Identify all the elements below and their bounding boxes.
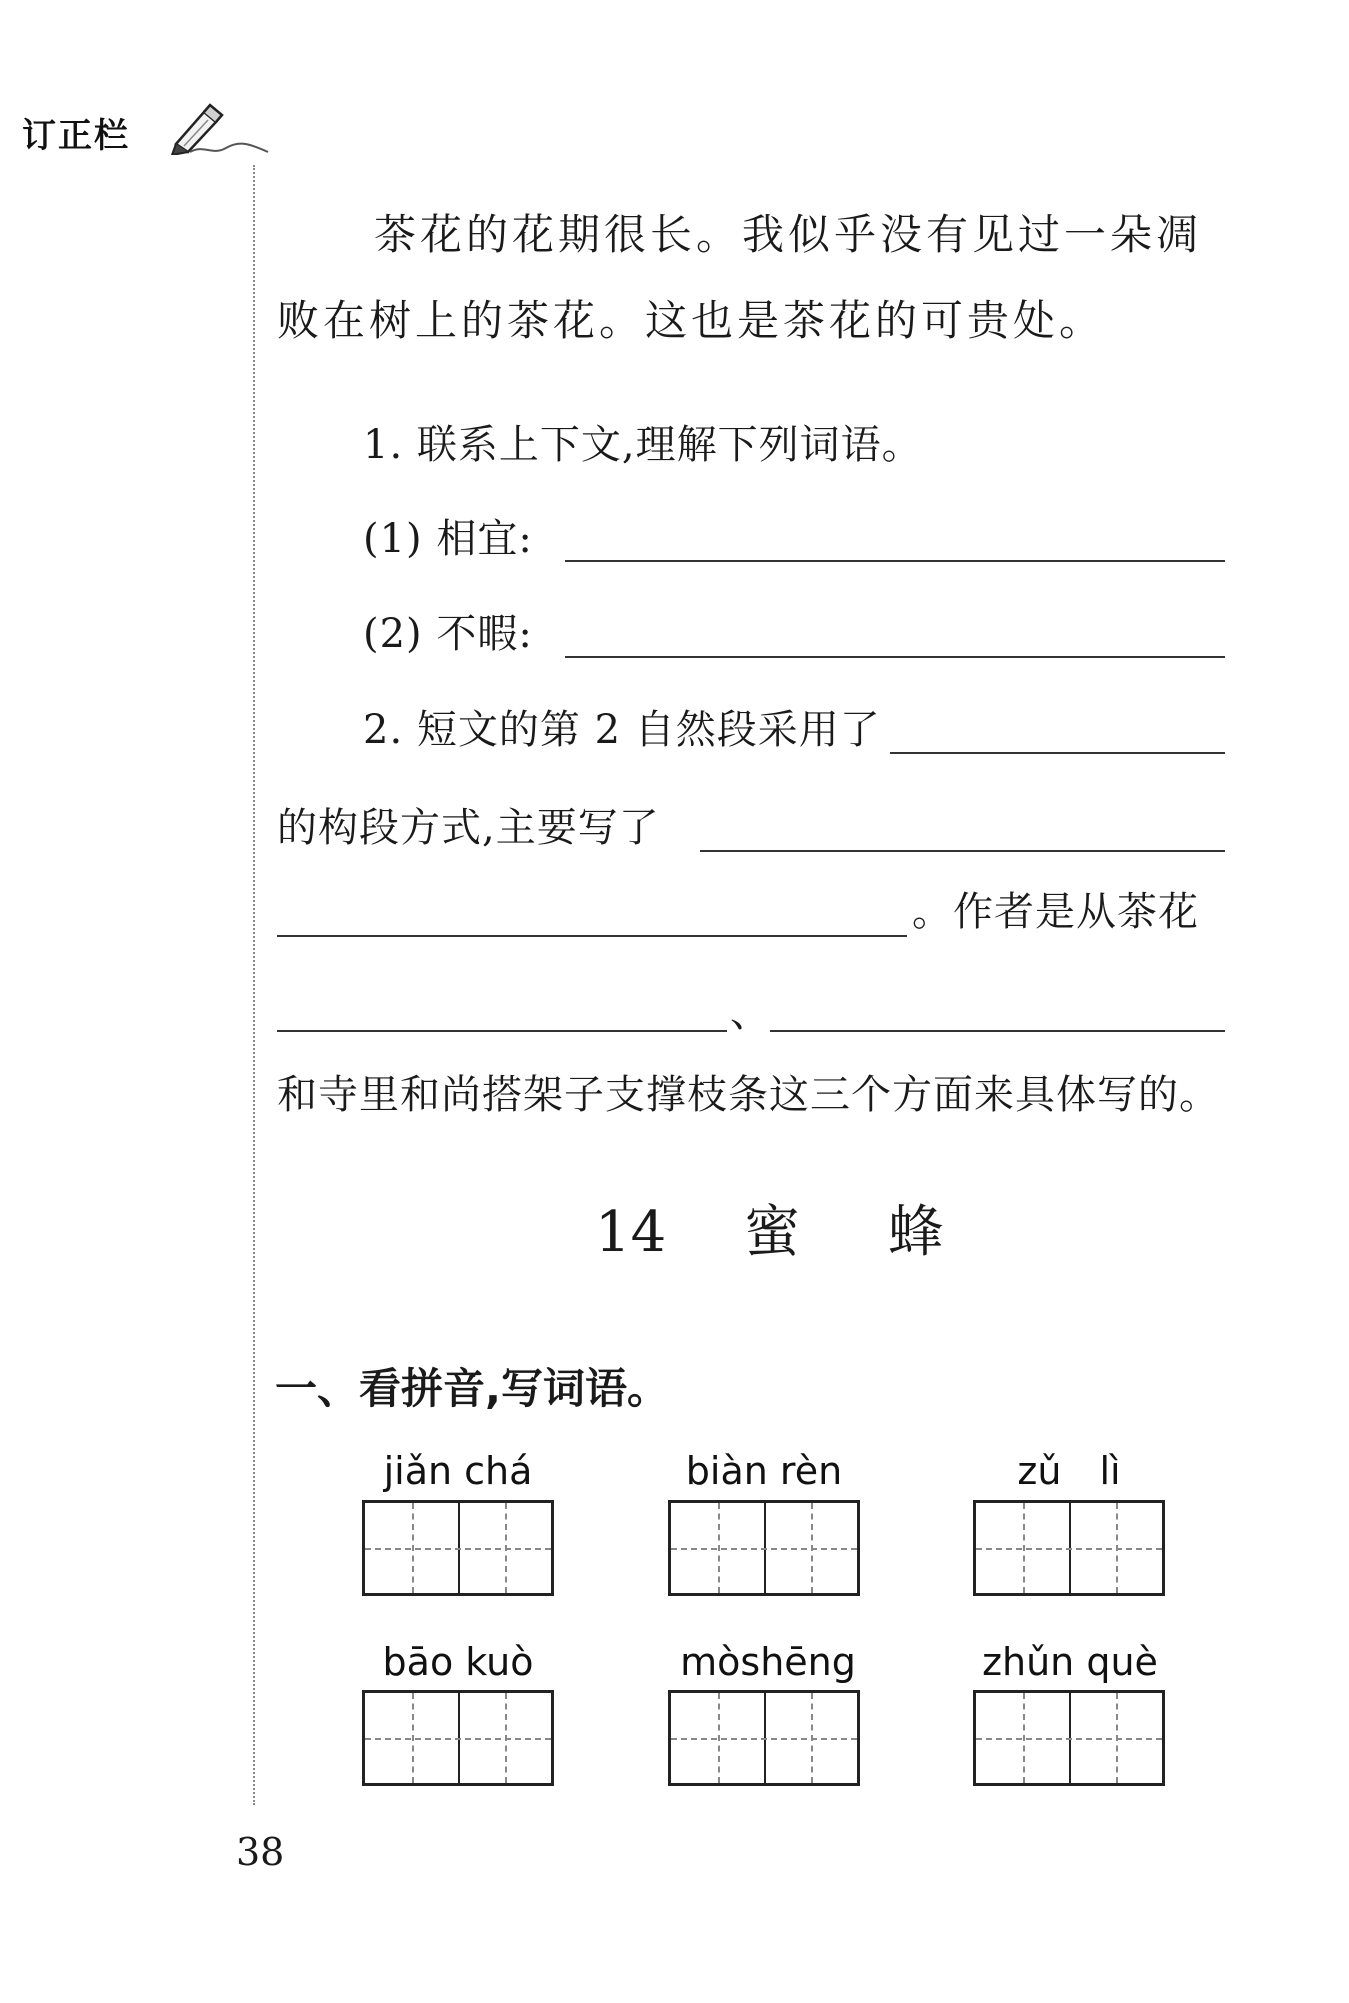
pinyin-label: zǔ lì	[1017, 1449, 1121, 1493]
pinyin-label: zhǔn què	[982, 1640, 1158, 1684]
question-1-prompt: 1. 联系上下文,理解下列词语。	[363, 422, 923, 468]
answer-blank-7[interactable]	[770, 1030, 1225, 1032]
answer-blank-3[interactable]	[890, 752, 1225, 754]
passage-line-2: 败在树上的茶花。这也是茶花的可贵处。	[277, 296, 1106, 345]
writing-grid[interactable]	[362, 1690, 554, 1786]
pinyin-label: jiǎn chá	[383, 1449, 533, 1493]
writing-grid[interactable]	[973, 1500, 1165, 1596]
answer-blank-2[interactable]	[565, 656, 1225, 658]
writing-grid[interactable]	[668, 1690, 860, 1786]
answer-blank-5[interactable]	[277, 935, 907, 937]
pinyin-label: biàn rèn	[685, 1449, 843, 1493]
lesson-title-char-1: 蜜	[744, 1200, 801, 1265]
question-1-item-2-label: (2) 不暇:	[363, 611, 533, 657]
margin-divider	[253, 165, 255, 1805]
writing-grid[interactable]	[973, 1690, 1165, 1786]
question-1-item-1-label: (1) 相宜:	[363, 516, 533, 562]
answer-blank-1[interactable]	[565, 560, 1225, 562]
question-2-part-1: 2. 短文的第 2 自然段采用了	[363, 707, 881, 753]
lesson-number: 14	[595, 1200, 667, 1265]
answer-blank-6[interactable]	[277, 1030, 727, 1032]
writing-grid[interactable]	[362, 1500, 554, 1596]
page-number: 38	[236, 1830, 285, 1874]
writing-grid[interactable]	[668, 1500, 860, 1596]
correction-column-title: 订正栏	[22, 116, 130, 156]
lesson-title	[595, 1200, 944, 1265]
answer-blank-4[interactable]	[700, 850, 1225, 852]
pinyin-label: mòshēng	[680, 1640, 856, 1684]
pinyin-label: bāo kuò	[382, 1640, 534, 1684]
question-2-part-2: 的构段方式,主要写了	[277, 805, 660, 851]
section-1-heading: 一、看拼音,写词语。	[275, 1364, 669, 1413]
pencil-icon	[170, 100, 270, 155]
question-2-part-3: 。作者是从茶花	[912, 889, 1199, 935]
question-2-part-4: 和寺里和尚搭架子支撑枝条这三个方面来具体写的。	[277, 1072, 1220, 1118]
passage-line-1: 茶花的花期很长。我似乎没有见过一朵凋	[374, 210, 1203, 259]
question-2-separator: 、	[730, 990, 771, 1036]
lesson-title-char-2: 蜂	[887, 1200, 944, 1265]
